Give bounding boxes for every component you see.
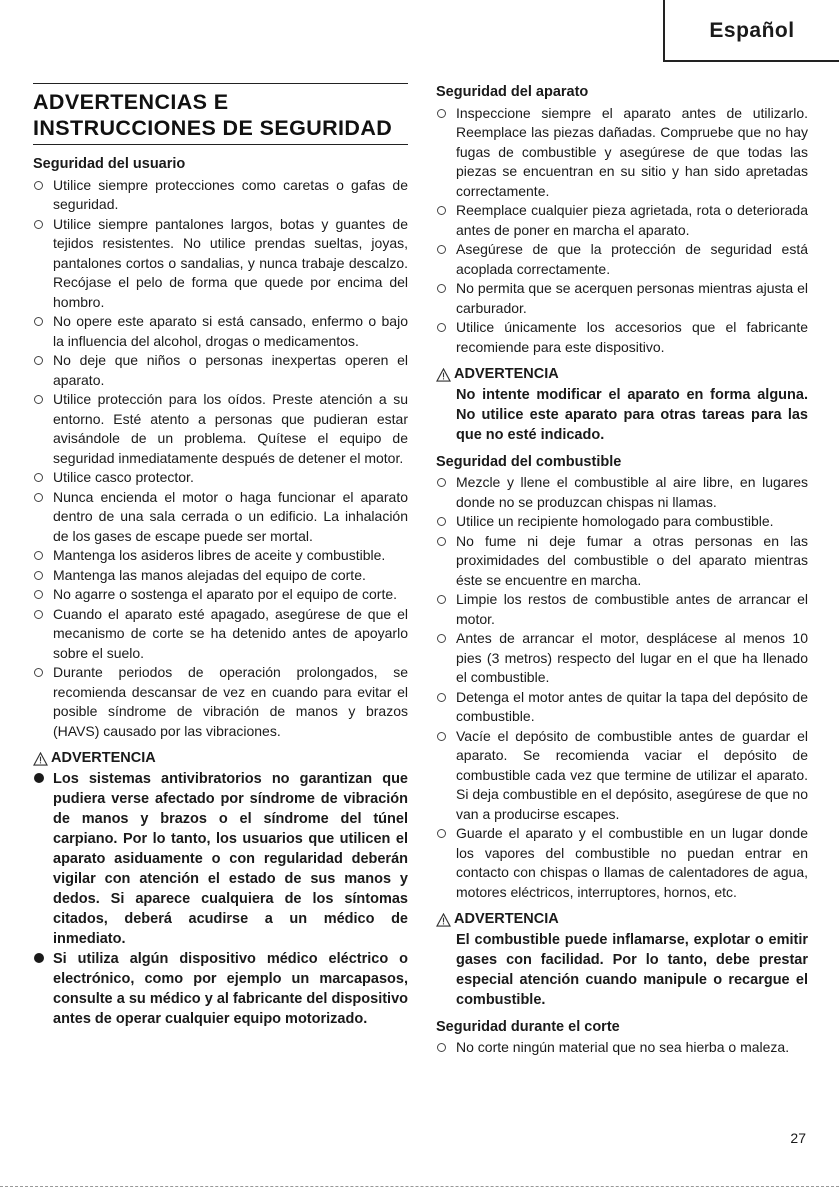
list-item	[436, 1038, 808, 1058]
circle-bullet-icon	[437, 245, 446, 254]
list-item	[436, 318, 808, 357]
list-item-text: Utilice un recipiente homologado para combustible.	[456, 513, 774, 529]
circle-bullet-icon	[34, 356, 43, 365]
fuel-safety-list	[436, 473, 808, 902]
list-item	[33, 351, 408, 390]
list-item-text: No fume ni deje fumar a otras personas en las proximidades del combustible o del aparato mientras éste se encuentre en marcha.	[456, 532, 808, 588]
circle-bullet-icon	[34, 493, 43, 502]
list-item-text: Cuando el aparato esté apagado, asegúrese de que el mecanismo de corte se ha detenido antes de apoyarlo sobre el suelo.	[53, 605, 408, 661]
list-item-text: Durante periodos de operación prolongados, se recomienda descansar de vez en cuando para evitar el posible síndrome de vibración de manos y brazos (HAVS) causado por las vibraciones.	[53, 664, 408, 739]
list-item	[436, 201, 808, 240]
list-item	[33, 605, 408, 664]
list-item-text: Utilice únicamente los accesorios que el fabricante recomiende para este dispositivo.	[456, 319, 808, 355]
circle-bullet-icon	[437, 109, 446, 118]
list-item	[436, 240, 808, 279]
list-item-text: No agarre o sostenga el aparato por el equipo de corte.	[53, 586, 398, 602]
circle-bullet-icon	[437, 478, 446, 487]
list-item	[33, 566, 408, 586]
circle-bullet-icon	[34, 473, 43, 482]
page-title-line-2: INSTRUCCIONES DE SEGURIDAD	[33, 116, 393, 140]
list-item	[33, 468, 408, 488]
list-item-text: No opere este aparato si está cansado, enfermo o bajo la influencia del alcohol, drogas o medicamentos.	[53, 313, 408, 349]
list-item-text: Inspeccione siempre el aparato antes de utilizarlo. Reemplace las piezas dañadas. Compruebe que no hay fugas de combustible y asegúrese de que todas las piezas se encuentran en su sitio y han sido apretadas correctamente.	[456, 104, 808, 199]
circle-bullet-icon	[437, 323, 446, 332]
list-item	[33, 769, 408, 949]
list-item-text: Si utiliza algún dispositivo médico eléctrico o electrónico, como por ejemplo un marcapasos, consulte a su médico y al fabricante del dispositivo antes de operar cualquier equipo motorizado.	[53, 950, 408, 1027]
list-item-text: Utilice protección para los oídos. Preste atención a su entorno. Esté atento a personas que pudieran estar avisándole de un problema. Quítese el equipo de seguridad inmediatamente después de detener el motor.	[53, 391, 408, 466]
page-title-line-1: ADVERTENCIAS E	[33, 90, 229, 114]
device-safety-title: Seguridad del aparato	[436, 84, 589, 100]
list-item-text: Guarde el aparato y el combustible en un lugar donde los vapores del combustible no puedan entrar en contacto con chispas o llamas de calentadores de agua, motores eléctricos, interruptores, hornos, etc.	[456, 825, 808, 900]
warning-heading	[436, 910, 808, 930]
circle-bullet-icon	[34, 181, 43, 190]
list-item-text: Limpie los restos de combustible antes de arrancar el motor.	[456, 591, 808, 627]
list-item-text: Mezcle y llene el combustible al aire libre, en lugares donde no se produzcan chispas ni llamas.	[456, 474, 808, 510]
circle-bullet-icon	[437, 595, 446, 604]
list-item	[436, 512, 808, 532]
list-item-text: Asegúrese de que la protección de seguridad está acoplada correctamente.	[456, 241, 808, 277]
list-item	[436, 727, 808, 825]
circle-bullet-icon	[437, 537, 446, 546]
warning-label: ADVERTENCIA	[51, 750, 156, 766]
list-item	[33, 585, 408, 605]
warning-heading	[33, 749, 408, 769]
list-item	[436, 590, 808, 629]
list-item	[33, 390, 408, 468]
circle-bullet-icon	[437, 1043, 446, 1052]
warning-triangle-icon	[436, 913, 451, 927]
circle-bullet-icon	[34, 571, 43, 580]
list-item-text: No deje que niños o personas inexpertas operen el aparato.	[53, 352, 408, 388]
page-number: 27	[790, 1130, 806, 1146]
list-item	[33, 176, 408, 215]
circle-bullet-icon	[437, 693, 446, 702]
list-item-text: Nunca encienda el motor o haga funcionar el aparato dentro de una sala cerrada o un edificio. La inhalación de los gases de escape puede ser mortal.	[53, 488, 408, 544]
language-tab-label: Español	[709, 19, 795, 42]
warning-label: ADVERTENCIA	[454, 911, 559, 927]
list-item	[33, 215, 408, 313]
list-item-text: Reemplace cualquier pieza agrietada, rota o deteriorada antes de poner en marcha el aparato.	[456, 202, 808, 238]
circle-bullet-icon	[34, 610, 43, 619]
list-item-text: Mantenga los asideros libres de aceite y combustible.	[53, 547, 386, 563]
circle-bullet-icon	[34, 590, 43, 599]
circle-bullet-icon	[437, 634, 446, 643]
device-safety-list	[436, 104, 808, 358]
warning-text: No intente modificar el aparato en forma alguna. No utilice este aparato para otras tareas para las que no esté indicado.	[456, 386, 808, 443]
circle-bullet-icon	[34, 668, 43, 677]
list-item-text: Los sistemas antivibratorios no garantizan que pudiera verse afectado por síndrome de vibración de manos y brazos o el síndrome del túnel carpiano. Por lo tanto, los usuarios que utilicen el aparato asiduamente o con regularidad deberán vigilar con atención el estado de sus manos y dedos. Si aparece cualquiera de los síntomas citados, deberá acudirse a un médico de inmediato.	[53, 770, 408, 947]
circle-bullet-icon	[34, 317, 43, 326]
circle-bullet-icon	[437, 517, 446, 526]
cutting-safety-title: Seguridad durante el corte	[436, 1018, 620, 1035]
list-item	[33, 312, 408, 351]
list-item	[436, 279, 808, 318]
list-item	[33, 546, 408, 566]
list-item-text: Mantenga las manos alejadas del equipo de corte.	[53, 566, 366, 583]
list-item	[33, 663, 408, 741]
list-item	[436, 104, 808, 202]
warning-label: ADVERTENCIA	[454, 366, 559, 382]
language-tab	[663, 0, 839, 62]
list-item	[33, 488, 408, 547]
list-item	[436, 532, 808, 591]
list-item-text: Utilice siempre protecciones como caretas o gafas de seguridad.	[53, 176, 408, 212]
user-safety-title: Seguridad del usuario	[33, 156, 186, 172]
circle-bullet-icon	[437, 829, 446, 838]
warning-triangle-icon	[33, 752, 48, 766]
warning-list	[33, 769, 408, 1029]
warning-triangle-icon	[436, 368, 451, 382]
list-item-text: No permita que se acerquen personas mientras ajusta el carburador.	[456, 280, 808, 316]
right-column	[436, 83, 808, 1058]
left-column	[33, 83, 408, 1029]
list-item	[33, 949, 408, 1029]
list-item	[436, 629, 808, 688]
circle-bullet-icon	[437, 732, 446, 741]
cutting-safety-list	[436, 1038, 808, 1058]
list-item-text: Vacíe el depósito de combustible antes de guardar el aparato. Se recomienda vaciar el depósito de combustible cada vez que termine de utilizar el aparato. Si deja combustible en el depósito, asegúrese de que no van a producirse escapes.	[456, 727, 808, 822]
user-safety-list	[33, 176, 408, 742]
list-item-text: Detenga el motor antes de quitar la tapa del depósito de combustible.	[456, 688, 808, 724]
list-item	[436, 688, 808, 727]
list-item-text: No corte ningún material que no sea hierba o maleza.	[456, 1039, 790, 1055]
page-title	[33, 83, 408, 145]
list-item-text: Utilice siempre pantalones largos, botas y guantes de tejidos resistentes. No utilice prendas sueltas, joyas, pantalones cortos o sandalias, y nunca trabaje descalzo. Recójase el pelo de forma que quede por encima del hombro.	[53, 215, 408, 310]
warning-text: El combustible puede inflamarse, explotar o emitir gases con facilidad. Por lo tanto, debe prestar especial atención cuando manipule o recargue el combustible.	[456, 931, 808, 1008]
list-item-text: Utilice casco protector.	[53, 469, 194, 485]
list-item	[436, 824, 808, 902]
fuel-safety-title: Seguridad del combustible	[436, 453, 622, 470]
bottom-divider	[0, 1186, 839, 1187]
circle-bullet-icon	[437, 206, 446, 215]
filled-bullet-icon	[34, 953, 44, 963]
warning-heading	[436, 365, 808, 385]
circle-bullet-icon	[34, 551, 43, 560]
filled-bullet-icon	[34, 773, 44, 783]
list-item-text: Antes de arrancar el motor, desplácese al menos 10 pies (3 metros) respecto del lugar en el que ha llenado el combustible.	[456, 630, 808, 685]
list-item	[436, 473, 808, 512]
circle-bullet-icon	[437, 284, 446, 293]
circle-bullet-icon	[34, 395, 43, 404]
circle-bullet-icon	[34, 220, 43, 229]
